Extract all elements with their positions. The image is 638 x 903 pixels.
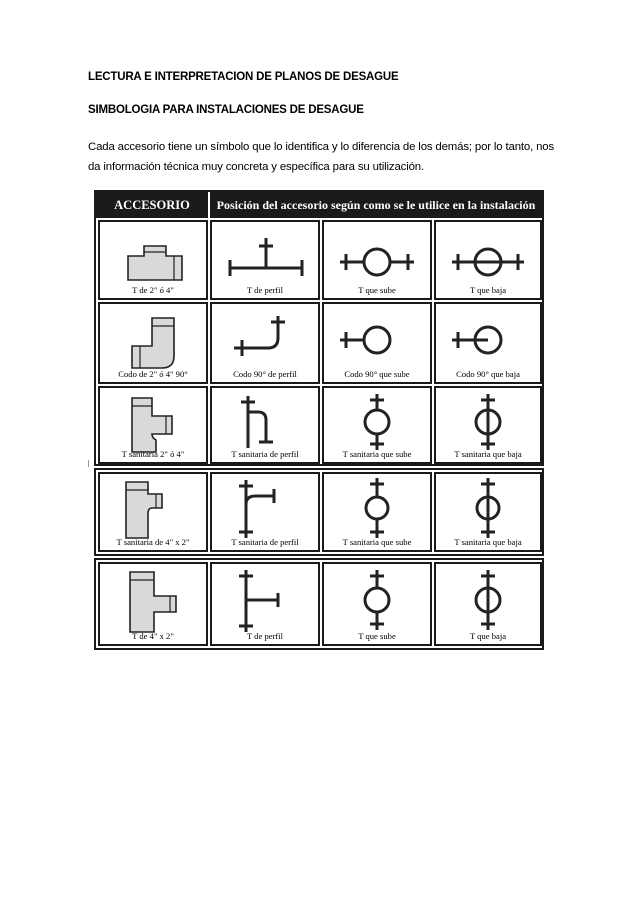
caption: T que baja [469, 631, 507, 641]
cell-down-row4 [434, 472, 542, 552]
document-subtitle: SIMBOLOGIA PARA INSTALACIONES DE DESAGUE [88, 104, 364, 116]
caption: T que sube [358, 285, 396, 295]
caption: T sanitaria de 4" x 2" [116, 537, 190, 547]
cell-profile-row4 [210, 472, 320, 552]
caption: T de perfil [246, 285, 284, 295]
intro-paragraph: Cada accesorio tiene un símbolo que lo identifica y lo diferencia de los demás; por lo tanto, nos da información técnica muy concreta y específica para su utilización. [88, 141, 555, 173]
cell-profile-row1 [210, 220, 320, 300]
cell-down-row2 [434, 302, 542, 384]
symbol-row-4 [94, 468, 544, 556]
caption: T sanitaria que sube [342, 537, 412, 547]
caption: Codo 90° que sube [344, 369, 410, 379]
cell-profile-row2 [210, 302, 320, 384]
caption: T que sube [358, 631, 396, 641]
document-title: LECTURA E INTERPRETACION DE PLANOS DE DESAGUE [88, 71, 399, 83]
cell-accessory-row4 [98, 472, 208, 552]
caption: Codo 90° que baja [456, 369, 520, 379]
cell-profile-row3 [210, 386, 320, 464]
caption: T sanitaria que sube [342, 449, 412, 459]
cell-up-row4 [322, 472, 432, 552]
cell-accessory-row3 [98, 386, 208, 464]
caption: T de perfil [246, 631, 284, 641]
cell-up-row3 [322, 386, 432, 464]
caption: T de 4" x 2" [132, 631, 174, 641]
cell-up-row2 [322, 302, 432, 384]
page-mark [88, 460, 89, 467]
caption: T sanitaria que baja [454, 537, 522, 547]
cell-down-row5 [434, 562, 542, 646]
header-position: Posición del accesorio según como se le utilice en la instalación [210, 192, 542, 218]
cell-up-row1 [322, 220, 432, 300]
symbol-table [94, 190, 544, 466]
cell-down-row1 [434, 220, 542, 300]
cell-profile-row5 [210, 562, 320, 646]
cell-accessory-row5 [98, 562, 208, 646]
caption: Codo de 2" ó 4" 90° [118, 369, 188, 379]
caption: T que baja [469, 285, 507, 295]
cell-down-row3 [434, 386, 542, 464]
caption: T sanitaria de perfil [231, 449, 299, 459]
caption: Codo 90° de perfil [233, 369, 297, 379]
caption: T sanitaria que baja [454, 449, 522, 459]
caption: T de 2" ó 4" [132, 285, 174, 295]
cell-accessory-row2 [98, 302, 208, 384]
header-accessory: ACCESORIO [96, 192, 208, 218]
caption: T sanitaria de perfil [231, 537, 299, 547]
cell-accessory-row1 [98, 220, 208, 300]
cell-up-row5 [322, 562, 432, 646]
caption: T sanitaria 2" ó 4" [121, 449, 185, 459]
symbol-row-5 [94, 558, 544, 650]
